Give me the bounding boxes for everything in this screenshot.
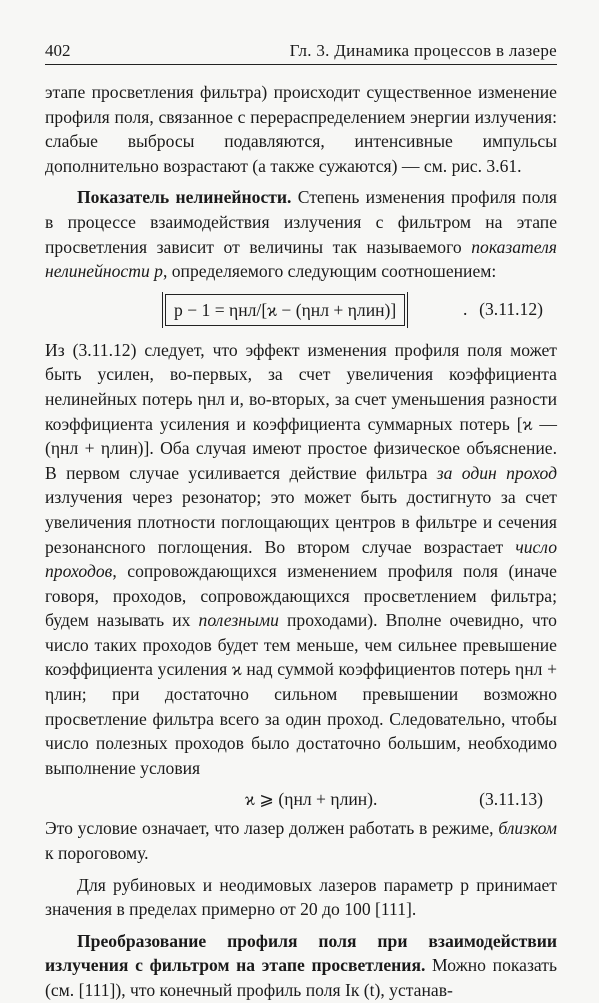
section-heading-nonlinearity: Показатель нелинейности.: [77, 187, 292, 208]
text-span: проходами). Вполне очевидно, что число таких проходов будет тем меньше, чем сильнее превышение коэффициента усиления ϰ над суммой коэффициентов потерь ηнл + ηлин; при достаточно сильном превышении возможно просветление фильтра всего за один проход. Следовательно, чтобы число полезных проходов было достаточно большим, необходимо выполнение условия: [45, 610, 557, 778]
emphasis-close: близком: [498, 818, 557, 839]
emphasis-number-of-passes: число проходов: [45, 536, 557, 582]
paragraph-2: [45, 185, 557, 283]
paragraph-5: Для рубиновых и неодимовых лазеров параметр p принимает значения в пределах примерно от 20 до 100 [111].: [45, 874, 557, 920]
body-text: [45, 80, 557, 1003]
text-span: Из (3.11.12) следует, что эффект изменения профиля поля может быть усилен, во-первых, за счет увеличения коэффициента нелинейных потерь ηнл и, во-вторых, за счет уменьшения разности коэффициента усиления и коэффициента суммарных потерь [ϰ — (ηнл + ηлин)]. Оба случая имеют простое физическое объяснение. В первом случае усиливается действие фильтра: [45, 339, 557, 483]
text-span: Степень изменения профиля поля в процессе взаимодействия излучения с фильтром на этапе просветления зависит от величины так называемого: [45, 187, 558, 257]
paragraph-1: этапе просветления фильтра) происходит существенное изменение профиля поля, связанное с перераспределением энергии излучения: слабые выбросы подавляются, интенсивные импульсы дополнительно возрастают (а также сужаются) — см. рис. 3.61.: [45, 82, 557, 176]
paragraph-4: [45, 816, 557, 865]
chapter-title: Гл. 3. Динамика процессов в лазере: [289, 41, 557, 60]
text-span: Можно показать (см. [111]), что конечный профиль поля Iк (t), устанав-: [45, 955, 557, 1000]
term-nonlinearity-index: показателя нелинейности p: [45, 236, 557, 282]
text-span: к пороговому.: [45, 843, 149, 864]
equation-number: (3.11.12): [479, 298, 543, 319]
text-span: , определяемого следующим соотношением:: [162, 261, 497, 282]
paragraph-3: [45, 338, 557, 781]
equation-3-11-13: [45, 784, 557, 814]
emphasis-useful: полезными: [198, 610, 279, 631]
text-span: , сопровождающихся изменением профиля поля (иначе говоря, проходов, сопровождающихся просветлением фильтра; будем называть их: [45, 561, 557, 631]
section-heading-profile-transformation: Преобразование профиля поля при взаимодействии излучения с фильтром на этапе просветления.: [45, 930, 557, 976]
equation-formula: p − 1 = ηнл/[ϰ − (ηнл + ηлин)]: [165, 294, 405, 326]
page-number: 402: [45, 41, 71, 60]
equation-number: (3.11.13): [479, 789, 543, 810]
equation-dot: .: [463, 298, 468, 319]
text-span: излучения через резонатор; это может быть достигнуто за счет увеличения плотности поглощающих центров в фильтре и сечения резонансного поглощения. Во втором случае возрастает: [45, 487, 557, 557]
equation-formula: ϰ ⩾ (ηнл + ηлин).: [245, 789, 378, 810]
equation-3-11-12: [45, 290, 557, 332]
running-header: [45, 38, 557, 65]
text-span: Это условие означает, что лазер должен работать в режиме,: [45, 818, 499, 839]
emphasis-one-pass: за один проход: [436, 462, 557, 483]
paragraph-6: [45, 929, 557, 1003]
